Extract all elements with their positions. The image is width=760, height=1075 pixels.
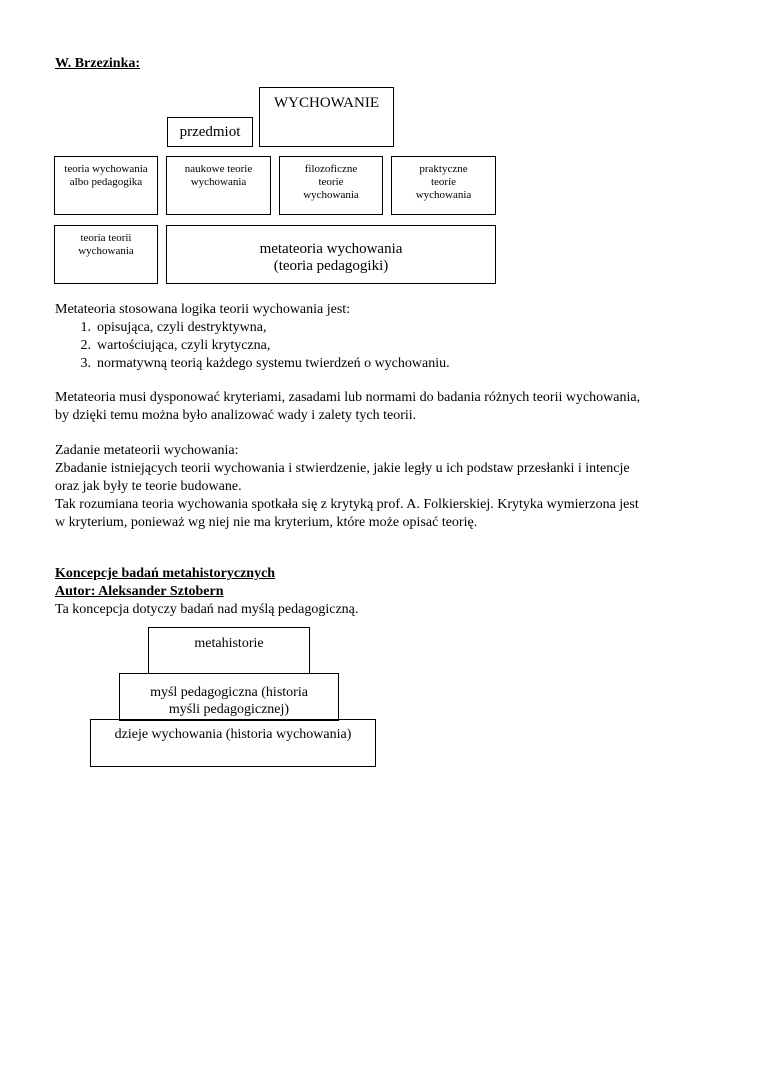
box-teoria-teorii — [54, 225, 158, 284]
list-item — [55, 337, 450, 355]
box-metateoria — [166, 225, 496, 284]
box-przedmiot-label: przedmiot — [179, 124, 241, 140]
box-metateoria-line2: (teoria pedagogiki) — [273, 258, 389, 274]
box-filozoficzne-teorie — [279, 156, 383, 215]
paragraph-task-line2: Zbadanie istniejących teorii wychowania i stwierdzenie, jakie legły u ich podstaw przesłanki i intencje — [55, 461, 630, 476]
pyramid-top-label: metahistorie — [194, 636, 264, 651]
box-praktyczne-teorie-label: praktyczne teorie wychowania — [415, 163, 472, 201]
pyramid-top — [148, 627, 310, 674]
pyramid-middle-line2: myśli pedagogicznej) — [168, 701, 290, 717]
paragraph-task-line4: Tak rozumiana teoria wychowania spotkała się z krytyką prof. A. Folkierskiej. Krytyka wymierzona jest — [55, 497, 639, 512]
list-item-number: 1. — [80, 320, 91, 335]
box-naukowe-teorie-label: naukowe teorie wychowania — [184, 163, 253, 188]
section-heading-concepts: Koncepcje badań metahistorycznych — [55, 566, 276, 581]
list-item-text: normatywną teorią każdego systemu twierdzeń o wychowaniu. — [97, 356, 450, 371]
section-heading-brzezinka: W. Brzezinka: — [55, 56, 141, 71]
section-heading-author: Autor: Aleksander Sztobern — [55, 584, 224, 599]
box-teoria-wychowania-label: teoria wychowania albo pedagogika — [64, 163, 148, 188]
metateoria-intro: Metateoria stosowana logika teorii wychowania jest: — [55, 302, 351, 317]
paragraph-task — [55, 442, 715, 532]
box-filozoficzne-teorie-label: filozoficzne teorie wychowania — [303, 163, 359, 201]
list-item-number: 2. — [80, 338, 91, 353]
box-praktyczne-teorie — [391, 156, 496, 215]
box-przedmiot — [167, 117, 253, 147]
box-teoria-wychowania — [54, 156, 158, 215]
box-wychowanie — [259, 87, 394, 147]
metateoria-list — [55, 319, 450, 373]
list-item-number: 3. — [80, 356, 91, 371]
paragraph-criteria-line2: by dzięki temu można było analizować wady i zalety tych teorii. — [55, 408, 417, 423]
list-item — [55, 319, 450, 337]
pyramid-bottom-label: dzieje wychowania (historia wychowania) — [114, 727, 352, 742]
box-metateoria-line1: metateoria wychowania — [259, 241, 403, 257]
box-teoria-teorii-label: teoria teorii wychowania — [78, 232, 134, 257]
paragraph-task-line3: oraz jak były te teorie budowane. — [55, 479, 242, 494]
paragraph-criteria-line1: Metateoria musi dysponować kryteriami, zasadami lub normami do badania różnych teorii wychowania, — [55, 390, 641, 405]
pyramid-middle-line1: myśl pedagogiczna (historia — [150, 684, 308, 700]
pyramid-bottom — [90, 719, 376, 767]
box-wychowanie-label: WYCHOWANIE — [274, 95, 379, 111]
list-item-text: wartościująca, czyli krytyczna, — [97, 338, 271, 353]
paragraph-task-line5: w kryterium, ponieważ wg niej nie ma kryterium, które może opisać teorię. — [55, 515, 478, 530]
concept-intro: Ta koncepcja dotyczy badań nad myślą pedagogiczną. — [55, 602, 359, 617]
list-item-text: opisująca, czyli destryktywna, — [97, 320, 267, 335]
box-naukowe-teorie — [166, 156, 271, 215]
paragraph-task-line1: Zadanie metateorii wychowania: — [55, 443, 239, 458]
pyramid-middle — [119, 673, 339, 721]
paragraph-criteria — [55, 389, 715, 425]
list-item — [55, 355, 450, 373]
